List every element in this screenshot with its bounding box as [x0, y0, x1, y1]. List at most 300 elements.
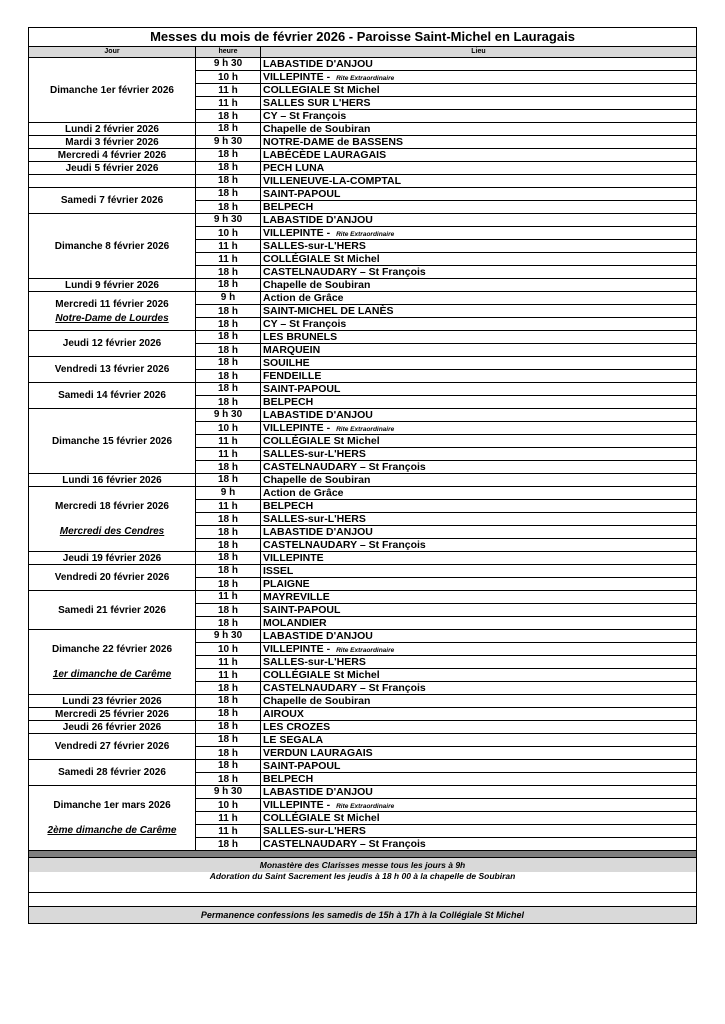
mass-location-cell: [260, 565, 696, 577]
mass-list: [195, 279, 696, 291]
day-label: Dimanche 1er mars 2026: [53, 800, 171, 811]
mass-location: Chapelle de Soubiran: [263, 123, 371, 135]
day-note: Notre-Dame de Lourdes: [55, 312, 169, 324]
mass-location: VILLEPINTE: [263, 552, 324, 564]
day-label: Lundi 9 février 2026: [65, 279, 159, 291]
mass-location: SALLES-sur-L'HERS: [263, 825, 366, 837]
mass-location-cell: [260, 292, 696, 304]
blank-row: [29, 893, 696, 907]
clarisses-note: Monastère des Clarisses messe tous les jours à 9h: [29, 857, 696, 872]
mass-row: [196, 123, 696, 135]
day-cell: [29, 760, 195, 785]
mass-location-cell: [260, 84, 696, 96]
day-cell: [29, 383, 195, 408]
day-group: [29, 734, 696, 760]
day-group: [29, 188, 696, 214]
day-cell: [29, 734, 195, 759]
mass-location: SALLES-sur-L'HERS: [263, 656, 366, 668]
day-group: [29, 331, 696, 357]
mass-row: [196, 708, 696, 720]
mass-location-cell: [260, 162, 696, 174]
mass-location-cell: [260, 318, 696, 330]
mass-row: [196, 824, 696, 837]
day-cell: [29, 136, 195, 148]
mass-time: 18 h: [217, 162, 238, 173]
mass-time: 18 h: [217, 149, 238, 160]
mass-location-cell: [260, 435, 696, 447]
mass-time: 18 h: [217, 605, 238, 616]
day-group: [29, 357, 696, 383]
day-label: Jeudi 26 février 2026: [62, 721, 162, 733]
day-label: Vendredi 20 février 2026: [54, 572, 170, 583]
mass-location-cell: [260, 656, 696, 668]
mass-time: 18 h: [217, 319, 238, 330]
mass-location-cell: [260, 643, 696, 655]
day-cell: [29, 292, 195, 330]
schedule-sheet: [28, 27, 697, 924]
day-cell: [29, 123, 195, 135]
day-group: [29, 149, 696, 162]
day-label: Mercredi 4 février 2026: [57, 149, 167, 161]
mass-location-cell: [260, 214, 696, 226]
day-label: Samedi 14 février 2026: [58, 390, 166, 401]
day-cell: [29, 721, 195, 733]
mass-row: [196, 603, 696, 616]
mass-location-cell: [260, 370, 696, 382]
mass-location: LABASTIDE D'ANJOU: [263, 526, 373, 538]
mass-location: PLAIGNE: [263, 578, 310, 590]
mass-time: 18 h: [217, 540, 238, 551]
day-label: Jeudi 12 février 2026: [62, 338, 162, 349]
mass-location-cell: [260, 422, 696, 434]
mass-time: 18 h: [217, 579, 238, 590]
mass-time: 9 h 30: [213, 786, 243, 797]
mass-time: 10 h: [217, 228, 238, 239]
mass-time: 11 h: [218, 449, 238, 460]
mass-time: 18 h: [217, 331, 238, 342]
mass-location: NOTRE-DAME de BASSENS: [263, 136, 404, 148]
mass-location-cell: [260, 240, 696, 252]
mass-location-cell: [260, 201, 696, 213]
mass-location-cell: [260, 149, 696, 161]
mass-time: 11 h: [218, 670, 238, 681]
mass-time: 18 h: [217, 565, 238, 576]
mass-list: [195, 786, 696, 850]
mass-location: COLLÉGIALE St Michel: [263, 435, 380, 447]
day-label: Lundi 2 février 2026: [65, 123, 159, 135]
mass-time: 18 h: [217, 721, 238, 732]
mass-row: [196, 681, 696, 694]
mass-row: [196, 409, 696, 421]
mass-row: [196, 83, 696, 96]
mass-row: [196, 162, 696, 174]
mass-time: 18 h: [217, 695, 238, 706]
day-label: Mercredi 25 février 2026: [55, 708, 169, 720]
mass-location: ISSEL: [263, 565, 294, 577]
mass-row: [196, 279, 696, 291]
mass-list: [195, 487, 696, 551]
mass-row: [196, 304, 696, 317]
day-label: Lundi 23 février 2026: [62, 695, 162, 707]
mass-location-cell: [260, 578, 696, 590]
mass-row: [196, 331, 696, 343]
mass-location-cell: [260, 760, 696, 772]
mass-location: CASTELNAUDARY – St François: [263, 461, 426, 473]
mass-location: SALLES-sur-L'HERS: [263, 240, 366, 252]
mass-list: [195, 591, 696, 629]
day-cell: [29, 175, 195, 187]
mass-location: Chapelle de Soubiran: [263, 695, 371, 707]
mass-row: [196, 798, 696, 811]
mass-row: [196, 447, 696, 460]
mass-time: 18 h: [217, 734, 238, 745]
mass-location-cell: [260, 825, 696, 837]
mass-row: [196, 109, 696, 122]
mass-location: VILLEPINTE -: [263, 422, 331, 434]
mass-location-cell: [260, 279, 696, 291]
mass-row: [196, 188, 696, 200]
mass-row: [196, 317, 696, 330]
mass-row: [196, 149, 696, 161]
mass-time: 11 h: [218, 241, 238, 252]
day-label: Samedi 28 février 2026: [58, 767, 166, 778]
mass-time: 18 h: [217, 397, 238, 408]
day-label: Dimanche 15 février 2026: [51, 435, 173, 447]
mass-row: [196, 383, 696, 395]
mass-list: [195, 357, 696, 382]
header-heure: heure: [195, 47, 260, 57]
mass-time: 18 h: [217, 175, 238, 186]
mass-location: COLLÉGIALE St Michel: [263, 812, 380, 824]
mass-location: LABASTIDE D'ANJOU: [263, 58, 373, 70]
mass-list: [195, 123, 696, 135]
day-group: [29, 552, 696, 565]
mass-location-cell: [260, 448, 696, 460]
mass-list: [195, 695, 696, 707]
mass-time: 18 h: [217, 708, 238, 719]
day-group: [29, 383, 696, 409]
rite-label: Rite Extraordinaire: [336, 647, 395, 654]
mass-location: SALLES-sur-L'HERS: [263, 448, 366, 460]
mass-row: [196, 421, 696, 434]
mass-location-cell: [260, 734, 696, 746]
mass-location-cell: [260, 409, 696, 421]
day-group: [29, 760, 696, 786]
mass-time: 11 h: [218, 591, 238, 602]
day-cell: [29, 565, 195, 590]
day-group: [29, 721, 696, 734]
mass-row: [196, 252, 696, 265]
day-label: Vendredi 27 février 2026: [54, 741, 170, 752]
mass-row: [196, 772, 696, 785]
day-group: [29, 292, 696, 331]
day-group: [29, 58, 696, 123]
mass-list: [195, 734, 696, 759]
day-group: [29, 409, 696, 474]
mass-time: 18 h: [217, 462, 238, 473]
day-group: [29, 565, 696, 591]
day-label: Samedi 21 février 2026: [58, 604, 166, 616]
mass-time: 18 h: [217, 267, 238, 278]
mass-location-cell: [260, 266, 696, 278]
mass-list: [195, 162, 696, 174]
mass-location: VILLEPINTE -: [263, 643, 331, 655]
mass-location-cell: [260, 396, 696, 408]
day-label: Jeudi 19 février 2026: [62, 552, 162, 564]
day-group: [29, 786, 696, 850]
mass-row: [196, 668, 696, 681]
mass-location: SAINT-MICHEL DE LANÈS: [263, 305, 394, 317]
mass-list: [195, 188, 696, 213]
mass-list: [195, 409, 696, 473]
mass-row: [196, 369, 696, 382]
mass-location-cell: [260, 331, 696, 343]
mass-location-cell: [260, 526, 696, 538]
day-cell: [29, 409, 195, 473]
mass-location: CASTELNAUDARY – St François: [263, 682, 426, 694]
mass-location: VILLEPINTE -: [263, 71, 331, 83]
mass-row: [196, 357, 696, 369]
mass-location: MOLANDIER: [263, 617, 327, 629]
mass-location: SALLES SUR L'HERS: [263, 97, 371, 109]
day-group: [29, 630, 696, 695]
mass-time: 18 h: [217, 202, 238, 213]
schedule-table: [29, 58, 696, 850]
mass-location: SALLES-sur-L'HERS: [263, 513, 366, 525]
mass-row: [196, 434, 696, 447]
day-cell: [29, 331, 195, 356]
mass-time: 18 h: [217, 618, 238, 629]
mass-location: LABASTIDE D'ANJOU: [263, 409, 373, 421]
mass-list: [195, 708, 696, 720]
mass-location-cell: [260, 539, 696, 551]
mass-row: [196, 292, 696, 304]
table-header: [29, 47, 696, 58]
day-cell: [29, 58, 195, 122]
mass-location-cell: [260, 110, 696, 122]
mass-time: 18 h: [217, 279, 238, 290]
day-cell: [29, 149, 195, 161]
mass-time: 11 h: [218, 657, 238, 668]
mass-list: [195, 175, 696, 187]
day-group: [29, 175, 696, 188]
mass-time: 18 h: [217, 306, 238, 317]
mass-row: [196, 642, 696, 655]
mass-time: 11 h: [218, 826, 238, 837]
mass-row: [196, 200, 696, 213]
mass-location-cell: [260, 474, 696, 486]
day-group: [29, 214, 696, 279]
mass-time: 11 h: [218, 813, 238, 824]
mass-location-cell: [260, 344, 696, 356]
confessions-note: Permanence confessions les samedis de 15h à 17h à la Collégiale St Michel: [29, 907, 696, 923]
header-lieu: Lieu: [260, 47, 696, 57]
mass-time: 18 h: [217, 188, 238, 199]
adoration-note: Adoration du Saint Sacrement les jeudis à 18 h 00 à la chapelle de Soubiran: [29, 872, 696, 893]
mass-row: [196, 395, 696, 408]
mass-row: [196, 577, 696, 590]
mass-location-cell: [260, 812, 696, 824]
mass-location: Action de Grâce: [263, 292, 344, 304]
mass-time: 9 h 30: [213, 58, 243, 69]
mass-time: 18 h: [217, 760, 238, 771]
mass-time: 18 h: [217, 774, 238, 785]
mass-list: [195, 474, 696, 486]
mass-location: PECH LUNA: [263, 162, 325, 174]
mass-list: [195, 58, 696, 122]
mass-location: VILLEPINTE -: [263, 799, 331, 811]
mass-time: 9 h 30: [213, 136, 243, 147]
day-group: [29, 708, 696, 721]
mass-list: [195, 292, 696, 330]
mass-location-cell: [260, 136, 696, 148]
day-label: Dimanche 22 février 2026: [51, 644, 173, 655]
mass-row: [196, 721, 696, 733]
mass-row: [196, 695, 696, 707]
mass-location-cell: [260, 58, 696, 70]
mass-location: COLLÉGIALE St Michel: [263, 253, 380, 265]
mass-location: SAINT-PAPOUL: [263, 604, 341, 616]
mass-location: SAINT-PAPOUL: [263, 760, 341, 772]
mass-location-cell: [260, 253, 696, 265]
mass-location-cell: [260, 305, 696, 317]
mass-time: 18 h: [217, 371, 238, 382]
day-cell: [29, 162, 195, 174]
mass-list: [195, 721, 696, 733]
mass-time: 18 h: [217, 474, 238, 485]
mass-row: [196, 512, 696, 525]
mass-list: [195, 630, 696, 694]
day-label: Dimanche 8 février 2026: [54, 240, 170, 252]
mass-time: 11 h: [218, 501, 238, 512]
mass-location-cell: [260, 500, 696, 512]
mass-location: LE SEGALA: [263, 734, 324, 746]
mass-location: BELPECH: [263, 500, 314, 512]
day-label: Mercredi 18 février 2026: [55, 501, 169, 512]
mass-location: LES BRUNELS: [263, 331, 338, 343]
mass-list: [195, 565, 696, 590]
mass-location: MARQUEIN: [263, 344, 321, 356]
day-group: [29, 474, 696, 487]
mass-row: [196, 552, 696, 564]
mass-list: [195, 214, 696, 278]
day-cell: [29, 474, 195, 486]
mass-location-cell: [260, 669, 696, 681]
mass-location: VILLENEUVE-LA-COMPTAL: [263, 175, 402, 187]
mass-row: [196, 474, 696, 486]
day-cell: [29, 214, 195, 278]
mass-row: [196, 837, 696, 850]
mass-time: 10 h: [217, 423, 238, 434]
header-jour: Jour: [104, 48, 120, 55]
mass-time: 18 h: [217, 123, 238, 134]
mass-location-cell: [260, 357, 696, 369]
mass-row: [196, 760, 696, 772]
mass-location-cell: [260, 630, 696, 642]
mass-time: 18 h: [217, 527, 238, 538]
mass-row: [196, 786, 696, 798]
day-group: [29, 162, 696, 175]
day-cell: [29, 487, 195, 551]
mass-row: [196, 136, 696, 148]
mass-location: Action de Grâce: [263, 487, 344, 499]
day-cell: [29, 786, 195, 850]
mass-location: COLLEGIALE St Michel: [263, 84, 380, 96]
mass-location-cell: [260, 487, 696, 499]
mass-row: [196, 630, 696, 642]
mass-location-cell: [260, 71, 696, 83]
mass-list: [195, 136, 696, 148]
mass-location: CY – St François: [263, 318, 347, 330]
day-label: Vendredi 13 février 2026: [54, 364, 170, 375]
mass-location-cell: [260, 786, 696, 798]
mass-location: CASTELNAUDARY – St François: [263, 266, 426, 278]
mass-location-cell: [260, 747, 696, 759]
mass-location: SAINT-PAPOUL: [263, 188, 341, 200]
mass-row: [196, 565, 696, 577]
mass-location-cell: [260, 513, 696, 525]
mass-time: 18 h: [217, 839, 238, 850]
mass-location: Chapelle de Soubiran: [263, 279, 371, 291]
day-group: [29, 591, 696, 630]
day-cell: [29, 357, 195, 382]
mass-row: [196, 525, 696, 538]
mass-row: [196, 460, 696, 473]
rite-label: Rite Extraordinaire: [336, 75, 395, 82]
mass-time: 10 h: [217, 72, 238, 83]
mass-location-cell: [260, 708, 696, 720]
mass-time: 18 h: [217, 357, 238, 368]
mass-time: 10 h: [217, 644, 238, 655]
day-group: [29, 123, 696, 136]
day-label: Samedi 7 février 2026: [60, 195, 164, 206]
mass-time: 9 h 30: [213, 409, 243, 420]
mass-time: 9 h: [220, 487, 236, 498]
mass-row: [196, 811, 696, 824]
mass-location: VERDUN LAURAGAIS: [263, 747, 373, 759]
day-label: Mercredi 11 février 2026: [55, 298, 169, 310]
mass-time: 11 h: [218, 254, 238, 265]
mass-time: 10 h: [217, 800, 238, 811]
mass-time: 18 h: [217, 345, 238, 356]
mass-location-cell: [260, 227, 696, 239]
mass-list: [195, 383, 696, 408]
divider-bar: [29, 850, 696, 857]
mass-location: BELPECH: [263, 773, 314, 785]
mass-time: 18 h: [217, 383, 238, 394]
mass-time: 11 h: [218, 85, 238, 96]
mass-location: Chapelle de Soubiran: [263, 474, 371, 486]
day-note: 2ème dimanche de Carême: [47, 825, 177, 836]
mass-list: [195, 552, 696, 564]
mass-location: COLLÉGIALE St Michel: [263, 669, 380, 681]
day-cell: [29, 279, 195, 291]
day-cell: [29, 591, 195, 629]
mass-row: [196, 239, 696, 252]
mass-location-cell: [260, 123, 696, 135]
mass-row: [196, 499, 696, 512]
mass-time: 18 h: [217, 683, 238, 694]
mass-row: [196, 70, 696, 83]
mass-location-cell: [260, 461, 696, 473]
mass-time: 18 h: [217, 514, 238, 525]
mass-row: [196, 343, 696, 356]
rite-label: Rite Extraordinaire: [336, 803, 395, 810]
day-group: [29, 487, 696, 552]
mass-time: 11 h: [218, 436, 238, 447]
mass-row: [196, 226, 696, 239]
day-cell: [29, 708, 195, 720]
